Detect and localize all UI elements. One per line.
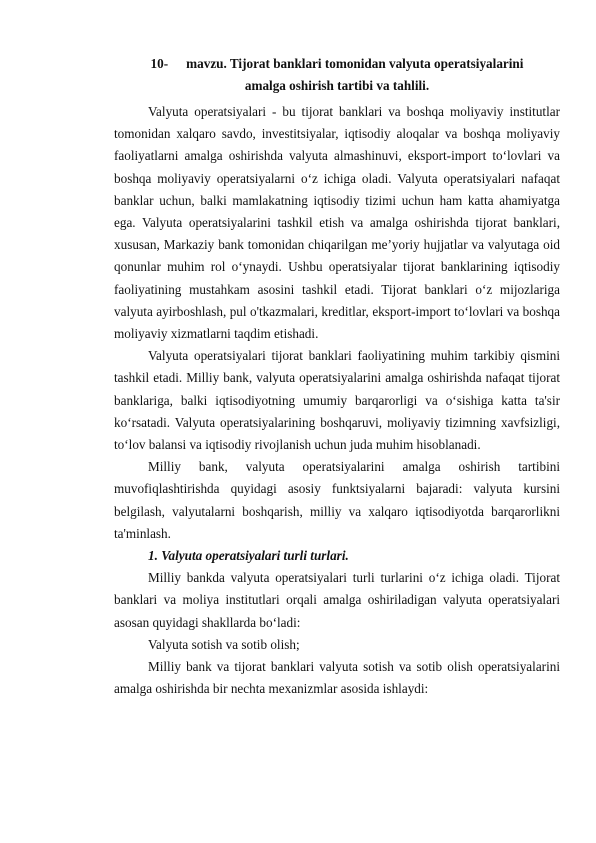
document-body xyxy=(114,101,560,700)
paragraph-intro: Valyuta operatsiyalari - bu tijorat banklari va boshqa moliyaviy institutlar tomonidan xalqaro savdo, investitsiyalar, iqtisodiy aloqalar va boshqa moliyaviy faoliyatlarni amalga oshirishda valyuta almashinuvi, eksport-import to‘lovlari va boshqa moliyaviy operatsiyalarni o‘z ichiga oladi. Valyuta operatsiyalari nafaqat banklar uchun, balki mamlakatning iqtisodiy tizimi uchun ham katta ahamiyatga ega. Valyuta operatsiyalarini tashkil etish va amalga oshirishda tijorat banklari, xususan, Markaziy bank tomonidan chiqarilgan me’yoriy hujjatlar va valyutaga oid qonunlar muhim rol o‘ynaydi. Ushbu operatsiyalar tijorat banklarining iqtisodiy faoliyatining mustahkam asosini tashkil etadi. Tijorat banklari o‘z mijozlariga valyuta ayirboshlash, pul o'tkazmalari, kreditlar, eksport-import to‘lovlari va boshqa moliyaviy xizmatlarni taqdim etishadi. xyxy=(114,104,560,342)
topic-number: 10- xyxy=(150,56,169,71)
topic-title-line-1 xyxy=(114,53,560,75)
topic-title-line-2: amalga oshirish tartibi va tahlili. xyxy=(244,78,430,93)
section-heading: 1. Valyuta operatsiyalari turli turlari. xyxy=(148,548,349,564)
paragraph-importance: Valyuta operatsiyalari tijorat banklari faoliyatining muhim tarkibiy qismini tashkil etadi. Milliy bank, valyuta operatsiyalarini amalga oshirishda nafaqat tijorat banklariga, balki iqtisodiyotning umumiy barqarorligi va o‘sishiga katta ta'sir ko‘rsatadi. Valyuta operatsiyalarining boshqaruvi, moliyaviy tizimning xavfsizligi, to‘lov balansi va iqtisodiy rivojlanish uchun juda muhim hisoblanadi. xyxy=(114,348,560,453)
paragraph-operation-types: Milliy bankda valyuta operatsiyalari turli turlarini o‘z ichiga oladi. Tijorat banklari va moliya institutlari orqali amalga oshiriladigan valyuta operatsiyalari asosan quyidagi shakllarda bo‘ladi: xyxy=(114,570,560,630)
topic-title-text: mavzu. Tijorat banklari tomonidan valyuta operatsiyalarini xyxy=(186,56,524,71)
list-item-buy-sell: Valyuta sotish va sotib olish; xyxy=(148,636,300,652)
paragraph-mechanisms: Milliy bank va tijorat banklari valyuta sotish va sotib olish operatsiyalarini amalga oshirishda bir nechta mexanizmlar asosida ishlaydi: xyxy=(114,659,560,697)
paragraph-central-bank-functions: Milliy bank, valyuta operatsiyalarini amalga oshirish tartibini muvofiqlashtirishda quyidagi asosiy funktsiyalarni bajaradi: valyuta kursini belgilash, valyutalarni boshqarish, milliy va xalqaro iqtisodiyotda barqarorlikni ta'minlash. xyxy=(114,459,560,541)
